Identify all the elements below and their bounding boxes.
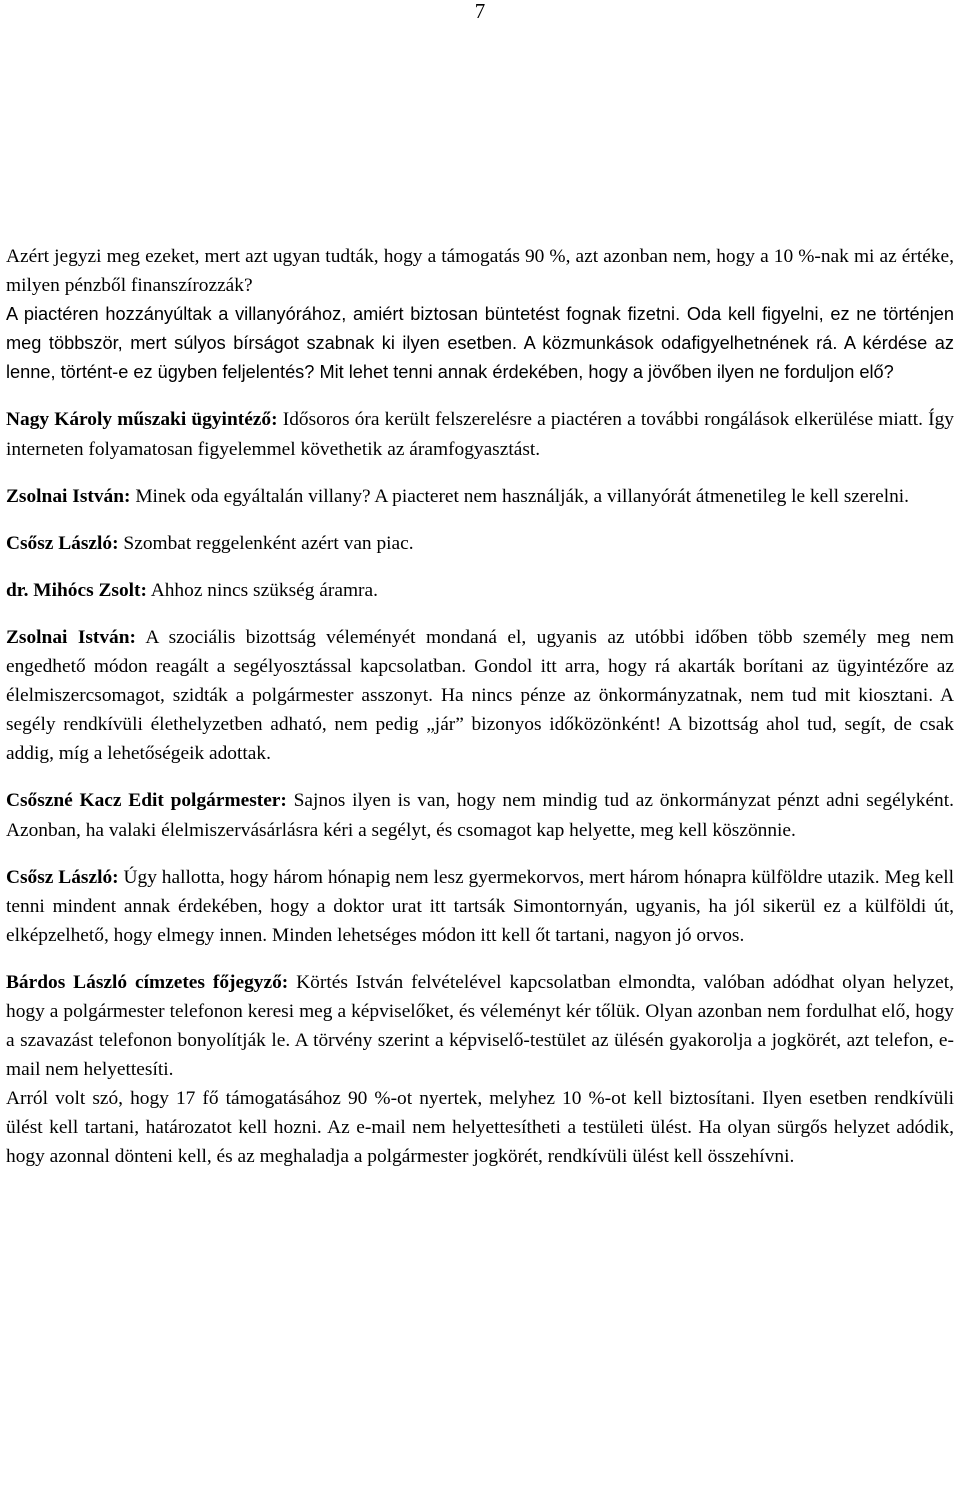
speech-text: Idősoros óra került felszerelésre a piactéren a további rongálások elkerülése miatt. Így interneten folyamatosan figyelemmel követhetik az áramfogyasztást.: [6, 409, 954, 460]
speaker-name: Zsolnai István:: [6, 626, 136, 648]
paragraph-funding-question: [6, 242, 954, 300]
speech-csoszne-kacz-edit: [6, 786, 954, 844]
speaker-name: Csőszné Kacz Edit polgármester:: [6, 790, 287, 812]
speech-text: Minek oda egyáltalán villany? A piacteret nem használják, a villanyórát átmenetileg le kell szerelni.: [130, 485, 910, 507]
speech-zsolnai-istvan-1: [6, 482, 954, 511]
speech-csosz-laszlo-2: [6, 863, 954, 950]
page-number: 7: [474, 0, 486, 23]
speech-text: Sajnos ilyen is van, hogy nem mindig tud az önkormányzat pénzt adni segélyként. Azonban, ha valaki élelmiszervásárlásra kéri a segélyt, és csomagot kap helyette, meg kell köszönnie.: [6, 790, 954, 841]
speech-bardos-laszlo: [6, 968, 954, 1084]
speech-zsolnai-istvan-2: [6, 623, 954, 768]
speech-text: A szociális bizottság véleményét mondaná el, ugyanis az utóbbi időben több személy meg nem engedhető módon reagált a segélyosztással kapcsolatban. Gondol itt arra, hogy rá akarták borítani az ügyintézőre az élelmiszercsomagot, szidták a polgármester asszonyt. Ha nincs pénze az önkormányzatnak, nem tud mit kiosztani. A segély rendkívüli élethelyzetben adható, nem pedig „jár” bizonyos időközönként! A bizottság ahol tud, segít, de csak addig, míg a lehetőségeik adottak.: [6, 626, 954, 765]
speaker-name: Csősz László:: [6, 532, 119, 554]
speaker-name: Bárdos László címzetes főjegyző:: [6, 971, 289, 993]
speech-text: Úgy hallotta, hogy három hónapig nem lesz gyermekorvos, mert három hónapra külföldre utazik. Meg kell tenni mindent annak érdekében, hogy a doktor urat itt tartsák Simontornyán, ugyanis, ha jól sikerül ez a külföldi út, elképzelhető, hogy elmegy innen. Minden lehetséges módon itt kell őt tartani, nagyon jó orvos.: [6, 866, 954, 946]
speech-text: Ahhoz nincs szükség áramra.: [146, 579, 378, 601]
document-body: [6, 242, 954, 1172]
speech-csosz-laszlo-1: [6, 529, 954, 558]
speech-mihocs-zsolt: [6, 576, 954, 605]
paragraph-meter-tampering: [6, 300, 954, 387]
paragraph-text: A piactéren hozzányúltak a villanyórához, amiért biztosan büntetést fognak fizetni. Oda kell figyelni, ez ne történjen meg többször, mert súlyos bírságot szabnak ki ilyen esetben. A közmunkások odafigyelhetnének rá. A kérdése az lenne, történt-e ez ügyben feljelentés? Mit lehet tenni annak érdekében, hogy a jövőben ilyen ne forduljon elő?: [6, 304, 954, 383]
speech-text: Szombat reggelenként azért van piac.: [118, 532, 414, 554]
speaker-name: Zsolnai István:: [6, 485, 131, 507]
speaker-name: dr. Mihócs Zsolt:: [6, 579, 147, 601]
paragraph-extraordinary-meeting: [6, 1084, 954, 1171]
speaker-name: Csősz László:: [6, 866, 119, 888]
paragraph-text: Azért jegyzi meg ezeket, mert azt ugyan tudták, hogy a támogatás 90 %, azt azonban nem, hogy a 10 %-nak mi az értéke, milyen pénzből finanszírozzák?: [6, 246, 954, 297]
speech-nagy-karoly: [6, 405, 954, 463]
paragraph-text: Arról volt szó, hogy 17 fő támogatásához 90 %-ot nyertek, melyhez 10 %-ot kell biztosítani. Ilyen esetben rendkívüli ülést kell tartani, határozatot kell hozni. Az e-mail nem helyettesítheti a testületi ülést. Ha olyan sürgős helyzet adódik, hogy azonnal dönteni kell, és az meghaladja a polgármester jogkörét, rendkívüli ülést kell összehívni.: [6, 1088, 954, 1168]
speech-text: Körtés István felvételével kapcsolatban elmondta, valóban adódhat olyan helyzet, hogy a polgármester telefonon keresi meg a képviselőket, és véleményt kér tőlük. Olyan azonban nem fordulhat elő, hogy a szavazást telefonon bonyolítják le. A törvény szerint a képviselő-testület az ülésén gyakorolja a jogkörét, azt telefon, e-mail nem helyettesíti.: [6, 971, 954, 1081]
speaker-name: Nagy Károly műszaki ügyintéző:: [6, 409, 278, 431]
